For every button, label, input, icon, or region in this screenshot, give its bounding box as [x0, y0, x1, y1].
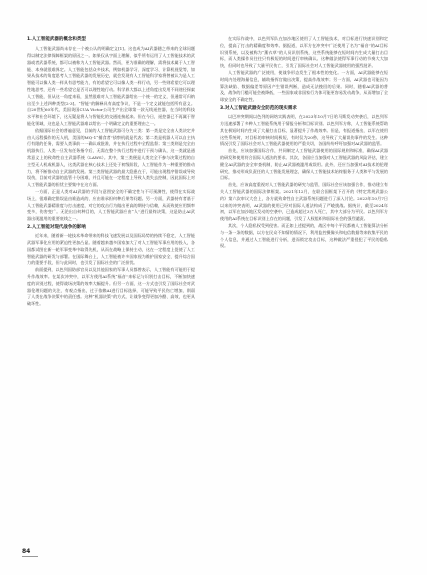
page-number: 84 [22, 548, 31, 555]
footer-rule [22, 556, 38, 557]
section-heading-3: 3.对人工智能武器安全防范的现实需求 [220, 105, 297, 111]
paragraph: 首先，应该高度重视对人工智能武器的研究与监管，国际社会应该加强合作，推动建立有关人工智能武器的国际法律框架。2021年12月，在联合国框架下召开的《特定常规武器公约》第六次审议大会上，各方就致命性自主武器系统问题进行了深入讨论。2023年10月7日以来的冲突表明，AI武器的使用已经对国际人道法构成了严峻挑战。据统计，截至2024年初，以军在加沙地区发动的空袭中，已造成超过3万人死亡，其中大部分为平民。以色列军方使用的AI系统在目标识别上存在的问题，引发了人权组织和国际社会的强烈谴责。 [220, 182, 388, 222]
paragraph: 依据国际社会的普遍意见，目前的人工智能武器可分为三类：第一类是完全由人类决定并由人远程操作的无人机，美国的MQ-1“捕食者”侦察机就是代表；第二类是机器人可以自主执行有限的任务，需要人类事前一一确认或批准，并在执行过程中全程监督；第三类则是完全由机器执行，人类一旦发布任务指令后，无需在整个执行过程中进行干预与确认，这一类就是通常意义上的致命性自主武器系统（LAWS）。其中，第三类便是人类完全不参与决策过程的自主型无人机或机器人，这类武器在核心技术上还处于初级阶段，人工智能作为一种重要的推动力，将不断推动自主武器的发展。第三类智能武器的最大隐患在于，可能出现程序错误或导致误伤，目前对武器的监管十分困难，并且可能在一定程度上导致人类失去控制，因此国际上对人工智能武器的担忧主要集中在这方面。 [27, 127, 195, 188]
paragraph: 在实际作战中，以色列军队在加沙地区使用了人工智能技术，对目标进行快速识别和定位，提高了打击的精确度和效率。据报道，以军方在冲突中广泛使用了名为“福音”的AI目标识别系统，以及被称为“薰衣草”的人员识别系统，这些系统能够在短时间内生成大量打击目标，而人类操作员往往只有极短的时间进行审核确认。这种做法使得军事行动的节奏大大加快，但同时也导致了大量平民伤亡，引发了国际社会对人工智能武器使用的强烈批评。 [220, 36, 388, 69]
paragraph: 人工智能武器尚未存在一个被公认的明确定义[1]。这也成为AI武器随之带来的全球问题得以制定法律保障框架的原因之一。如果仅从字面上理解，似乎所有运用了人工智能技术的武器或者武器系统，都可以被称为人工智能武器。然而，更为准确的理解，需将技术属于人工智能、本身就很难界定。人工智能包括众多技术，例如机器学习、深度学习、计算机视觉等，如果从技术的角度思考人工智能武器的发展历史，就会发现有人工智能科学家将曾被认为是人工智能可以像人类一样具有思考能力，有的希望它可以像人类一样行动，另一些则希望它可以理性地思考，还有一些希望它是否可以理性地行动。科学界大都以上述角度出发用不同途径探索人工智能，但从这一角度来看，虽然很难对人工智能武器给出一个统一的定义，但通常可归纳出至少上述四种类型[2-3]。“智能”的解释具有高度争议，不是一个定义就能包括所有意义。自20世纪60年代，美国英国CUA Victor公司生产出全球第一款无线遥控器，在当时的科技水平和社会环境下，这无疑是将人与智能化的交通连接起来。但在今日，遥控器已不再属于智能化领域，这也是人工智能武器难以给出一个明确定义的重要理由之一。 [27, 46, 195, 126]
paragraph: 前面提到，以色列国防部官员以及其他国家的军事人员都曾表示，人工智能有可能用于提升作战效率。在某次冲突中，以军方使用AI系统“福音”来标记与识别打击目标，不断加快速度的识别过程，使得战场决策的效率大幅提升。但另一方面，这一方式也引发了国际社会对武器伦理问题的关注，有观点指出，过于依赖AI进行目标选择，可能导致平民伤亡增加，削弱了人类在战争决策中的责任感。这种“机器决策”的方式，让战争变得更加冷酷、高效，也更具破坏性。 [27, 267, 195, 307]
section-heading-2: 2.人工智能对现代战争的影响 [27, 224, 86, 230]
right-column [220, 36, 388, 250]
section-heading-1: 1.人工智能武器的概念和类型 [27, 37, 86, 42]
paragraph: 以巴冲突期间以色列的网络实践表明，在2023年10月7日哈马斯发动突袭后，以色列军方迅速部署了多种人工智能系统用于情报分析和目标识别。以色列军方称，人工智能系统帮助其在极短时间内生成了大量打击目标，显著提升了作战效率。但是，有报道指出，以军在使用这些系统时，对目标的审核时间极短，有时仅为20秒，这导致了大量误伤事件的发生。这种情况引发了国际社会对人工智能武器使用的严重关切，各国纷纷呼吁加强对AI武器的监管。 [220, 114, 388, 147]
paragraph: 人工智能武器的广泛使用，使战争形态发生了根本性的变化。一方面，AI武器能够在短时间内处理海量信息，辅助指挥官做出决策，提高作战效率；另一方面，AI武器也可能因为算法缺陷、数据偏差等原因产生错误判断，造成无法挽回的后果。同时，随着AI武器的普及，战争的门槛可能会被降低，一些国家或非国家行为体可能更容易发动战争，从而增加了全球安全的不确定性。 [220, 69, 388, 103]
paragraph: 一方面，正是人类对AI武器的手段与意图安全的不确定性与不可预测性，使得在实际战场上，很难确定错误是由谁造成的、应由谁承担何种后果等问题。另一方面，武器持有者基于人工智能武器精准度与打击速度，对它的攻击行为做出更高的期待与信赖，从而致使应用频率变多，伤害变广。无论出自何种目的，人工智能武器应由“人”进行最终决策，这是防止AI武器出现滥用的重要底线之一。 [27, 188, 195, 222]
paragraph: 首先，应该加强国际合作，共同制定人工智能武器使用的国际规则和标准，确保AI武器的研发和使用符合国际人道法的要求。其次，各国应当加强对人工智能武器的风险评估，建立健全AI武器的安全审查机制，防止AI武器被滥用或误用。此外，还应当加强对AI技术的伦理研究，推动形成负责任的人工智能发展理念，确保人工智能技术始终服务于人类和平与发展的目标。 [220, 148, 388, 181]
paragraph: 其次，个人隐私权受到侵害。而正如上述提到的，战区中每个平民都被人工智能算法分析与一条一条的数据，以方在民众不知情的情况下，利用监控摄像头和电信数据等来收集平民的个人信息，并通过人工智能进行分析，进而锁定攻击目标，这种做法严重侵犯了平民的隐私权。 [220, 222, 388, 249]
left-column [27, 36, 195, 308]
paragraph: 近年来，随着新一轮技术革命带来的科技飞速发展以及国际局势的持续不稳定，人工智能武器军事化应用的紧迫性更加凸显。随着越来越多国家加大了对人工智能军事应用的投入，各国都试图在新一轮军事变革中取得先机，从而在战略上保持主动，这在一定程度上促使了人工智能武器的研发与部署。在国际舞台上，人工智能被许多国家视为维护国家安全、提升综合国力的重要手段，但与此同时，也引发了国际社会的广泛担忧。 [27, 233, 195, 266]
